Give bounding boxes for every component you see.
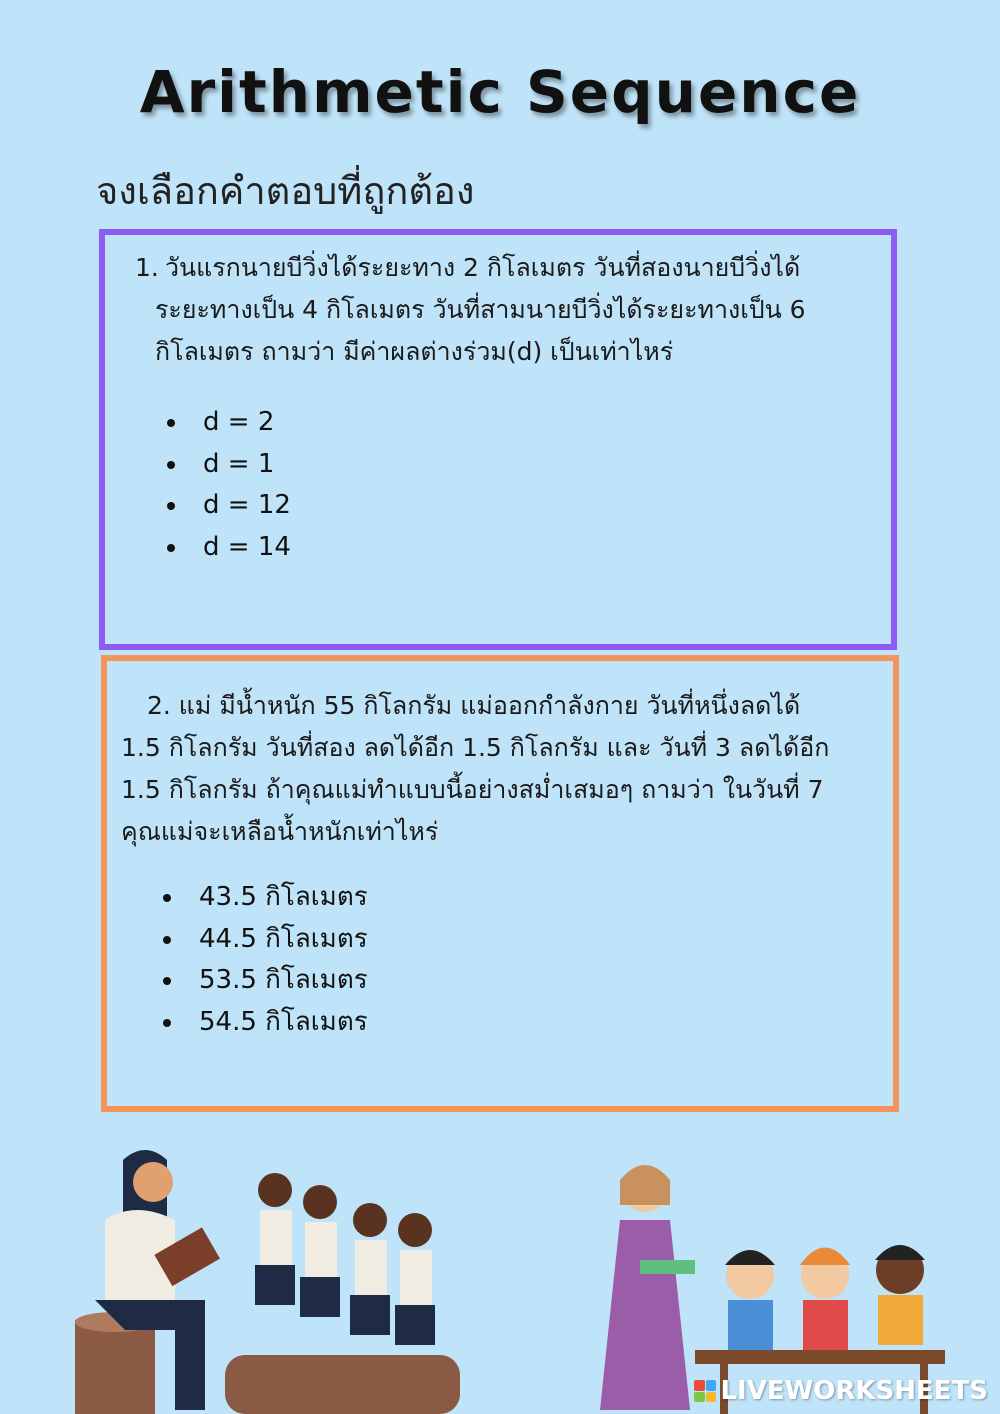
- question-2-options: [163, 877, 368, 1043]
- question-2-box: [101, 655, 899, 1112]
- worksheet-title: Arithmetic Sequence: [139, 58, 861, 126]
- instruction-text: จงเลือกคำตอบที่ถูกต้อง: [96, 169, 475, 213]
- question-2-line-3: 1.5 กิโลกรัม ถ้าคุณแม่ทำแบบนี้อย่างสม่ำเสมอๆ ถามว่า ในวันที่ 7: [121, 775, 824, 804]
- question-1-line-1: วันแรกนายบีวิ่งได้ระยะทาง 2 กิโลเมตร วันที่สองนายบีวิ่งได้: [164, 253, 801, 282]
- answer-option[interactable]: d = 1: [167, 444, 291, 486]
- question-2-line-1: 2. แม่ มีน้ำหนัก 55 กิโลกรัม แม่ออกกำลังกาย วันที่หนึ่งลดได้: [147, 691, 801, 720]
- question-1-text: [135, 247, 875, 373]
- liveworksheets-logo: [694, 1376, 988, 1406]
- teacher-reading-illustration: [65, 1140, 465, 1414]
- question-1-options: [167, 402, 291, 568]
- answer-option[interactable]: 43.5 กิโลเมตร: [163, 877, 368, 919]
- logo-icon: [694, 1380, 716, 1402]
- logo-text: LIVEWORKSHEETS: [720, 1376, 988, 1406]
- answer-option[interactable]: d = 2: [167, 402, 291, 444]
- question-2-line-4: คุณแม่จะเหลือน้ำหนักเท่าไหร่: [121, 817, 439, 846]
- answer-option[interactable]: d = 14: [167, 527, 291, 569]
- answer-option[interactable]: 54.5 กิโลเมตร: [163, 1002, 368, 1044]
- question-1-number: 1.: [135, 253, 159, 282]
- question-1-line-2: ระยะทางเป็น 4 กิโลเมตร วันที่สามนายบีวิ่งได้ระยะทางเป็น 6: [155, 295, 806, 324]
- question-1-box: [99, 229, 897, 650]
- question-2-text: [121, 685, 891, 853]
- question-1-line-3: กิโลเมตร ถามว่า มีค่าผลต่างร่วม(d) เป็นเท่าไหร่: [155, 337, 674, 366]
- question-2-line-2: 1.5 กิโลกรัม วันที่สอง ลดได้อีก 1.5 กิโลกรัม และ วันที่ 3 ลดได้อีก: [121, 733, 830, 762]
- answer-option[interactable]: 44.5 กิโลเมตร: [163, 919, 368, 961]
- answer-option[interactable]: 53.5 กิโลเมตร: [163, 960, 368, 1002]
- answer-option[interactable]: d = 12: [167, 485, 291, 527]
